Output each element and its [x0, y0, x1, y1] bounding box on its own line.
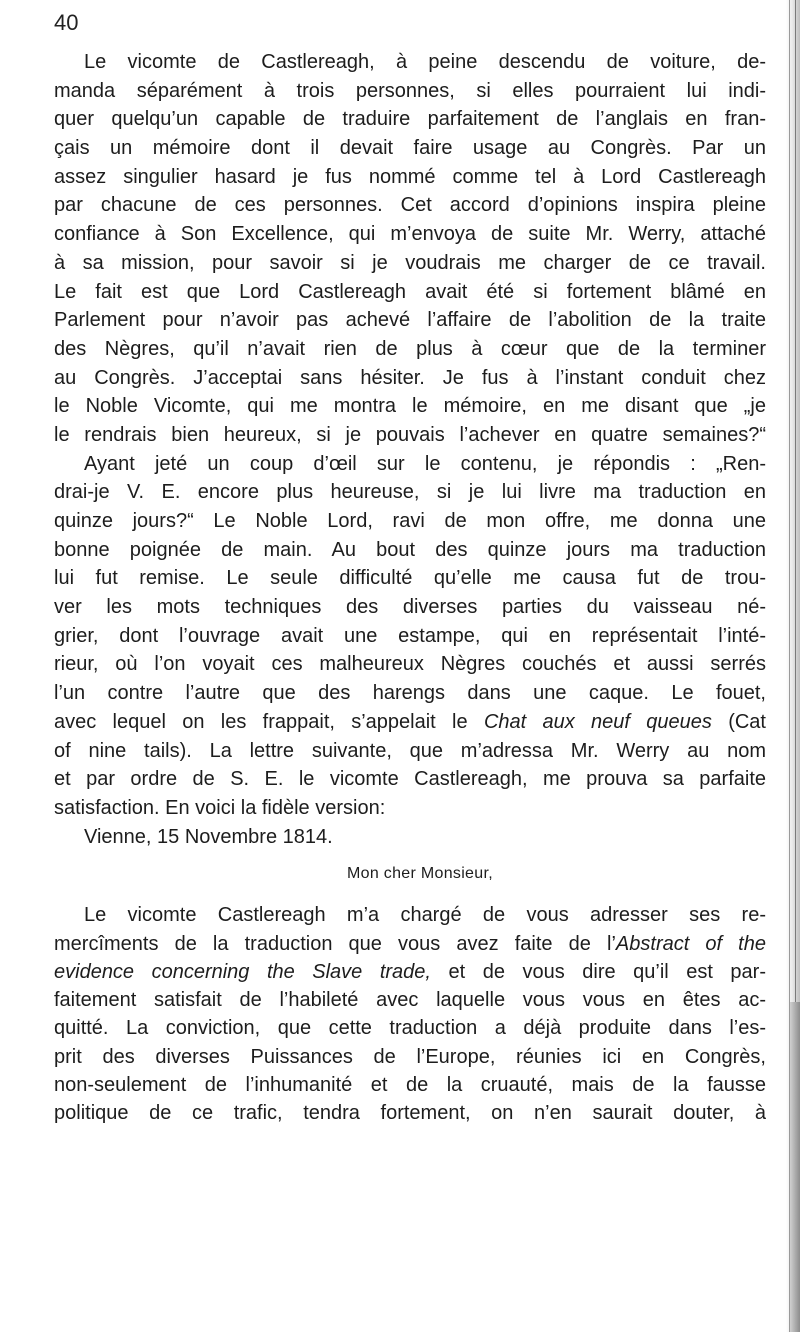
text-line: ver les mots techniques des diverses parties du vaisseau né-: [54, 596, 766, 619]
text-line: satisfaction. En voici la fidèle version:: [54, 796, 386, 819]
letter-salutation: Mon cher Monsieur,: [347, 865, 493, 883]
text-line: quer quelqu’un capable de traduire parfaitement de l’anglais en fran-: [54, 108, 766, 131]
text-line: et par ordre de S. E. le vicomte Castlereagh, me prouva sa parfaite: [54, 768, 766, 791]
text-line: Parlement pour n’avoir pas achevé l’affaire de l’abolition de la traite: [54, 309, 766, 332]
text-line: of nine tails). La lettre suivante, que m’adressa Mr. Werry au nom: [54, 739, 766, 762]
text-line: confiance à Son Excellence, qui m’envoya de suite Mr. Werry, attaché: [54, 223, 766, 246]
text-line: lui fut remise. Le seule difficulté qu’elle me causa fut de trou-: [54, 567, 766, 590]
text-line: Ayant jeté un coup d’œil sur le contenu, je répondis : „Ren-: [84, 452, 766, 475]
text-line: quinze jours?“ Le Noble Lord, ravi de mon offre, me donna une: [54, 510, 766, 532]
text-line: au Congrès. J’acceptai sans hésiter. Je fus à l’instant conduit chez: [54, 366, 766, 389]
text-line: drai-je V. E. encore plus heureuse, si je lui livre ma traduction en: [54, 481, 766, 504]
letter-line: faitement satisfait de l’habileté avec laquelle vous vous en êtes ac-: [54, 989, 766, 1012]
letter-line: [54, 930, 766, 958]
text-line: rieur, où l’on voyait ces malheureux Nègres couchés et aussi serrés: [54, 653, 766, 676]
letter-line: non-seulement de l’inhumanité et de la cruauté, mais de la fausse: [54, 1074, 766, 1097]
italic-phrase: Abstract of the: [615, 932, 766, 955]
text-line: assez singulier hasard je fus nommé comme tel à Lord Castlereagh: [54, 165, 766, 188]
italic-phrase: Chat aux neuf queues: [483, 710, 712, 733]
letter-line: politique de ce trafic, tendra fortement, on n’en saurait douter, à: [54, 1102, 766, 1125]
text-segment: (Cat: [728, 710, 766, 733]
letter-line: quitté. La conviction, que cette traduction a déjà produite dans l’es-: [54, 1017, 766, 1040]
text-segment: avec lequel on les frappait, s’appelait le: [54, 710, 468, 733]
text-line: Le fait est que Lord Castlereagh avait été si fortement blâmé en: [54, 280, 766, 303]
letter-text: [54, 901, 766, 1127]
text-segment: et de vous dire qu’il est par-: [448, 960, 767, 983]
date-line: Vienne, 15 Novembre 1814.: [84, 825, 333, 848]
text-line: çais un mémoire dont il devait faire usage au Congrès. Par un: [54, 137, 766, 160]
text-line: le Noble Vicomte, qui me montra le mémoire, en me disant que „je: [54, 395, 766, 418]
text-line: manda séparément à trois personnes, si elles pourraient lui indi-: [54, 79, 766, 102]
text-line: à sa mission, pour savoir si je voudrais me charger de ce travail.: [54, 251, 766, 274]
text-line: l’un contre l’autre que des harengs dans une caque. Le fouet,: [54, 682, 766, 705]
letter-line: Le vicomte Castlereagh m’a chargé de vous adresser ses re-: [84, 904, 766, 927]
letter-line: prit des diverses Puissances de l’Europe, réunies ici en Congrès,: [54, 1045, 766, 1068]
text-line: par chacune de ces personnes. Cet accord d’opinions inspira pleine: [54, 194, 766, 217]
text-line: grier, dont l’ouvrage avait une estampe, qui en représentait l’inté-: [54, 624, 766, 647]
text-segment: mercîments de la traduction que vous avez faite de l’: [54, 932, 616, 955]
body-text: [54, 48, 766, 1128]
text-line: Le vicomte de Castlereagh, à peine descendu de voiture, de-: [84, 51, 766, 73]
page-corner-shadow: [790, 1002, 800, 1332]
text-line: le rendrais bien heureux, si je pouvais l’achever en quatre semaines?“: [54, 423, 766, 446]
text-line: bonne poignée de main. Au bout des quinze jours ma traduction: [54, 538, 766, 561]
italic-phrase: evidence concerning the Slave trade,: [54, 960, 431, 983]
text-line: des Nègres, qu’il n’avait rien de plus à cœur que de la terminer: [54, 337, 766, 360]
letter-line: [54, 958, 766, 986]
page-number: 40: [54, 10, 79, 35]
text-line: [54, 708, 766, 737]
